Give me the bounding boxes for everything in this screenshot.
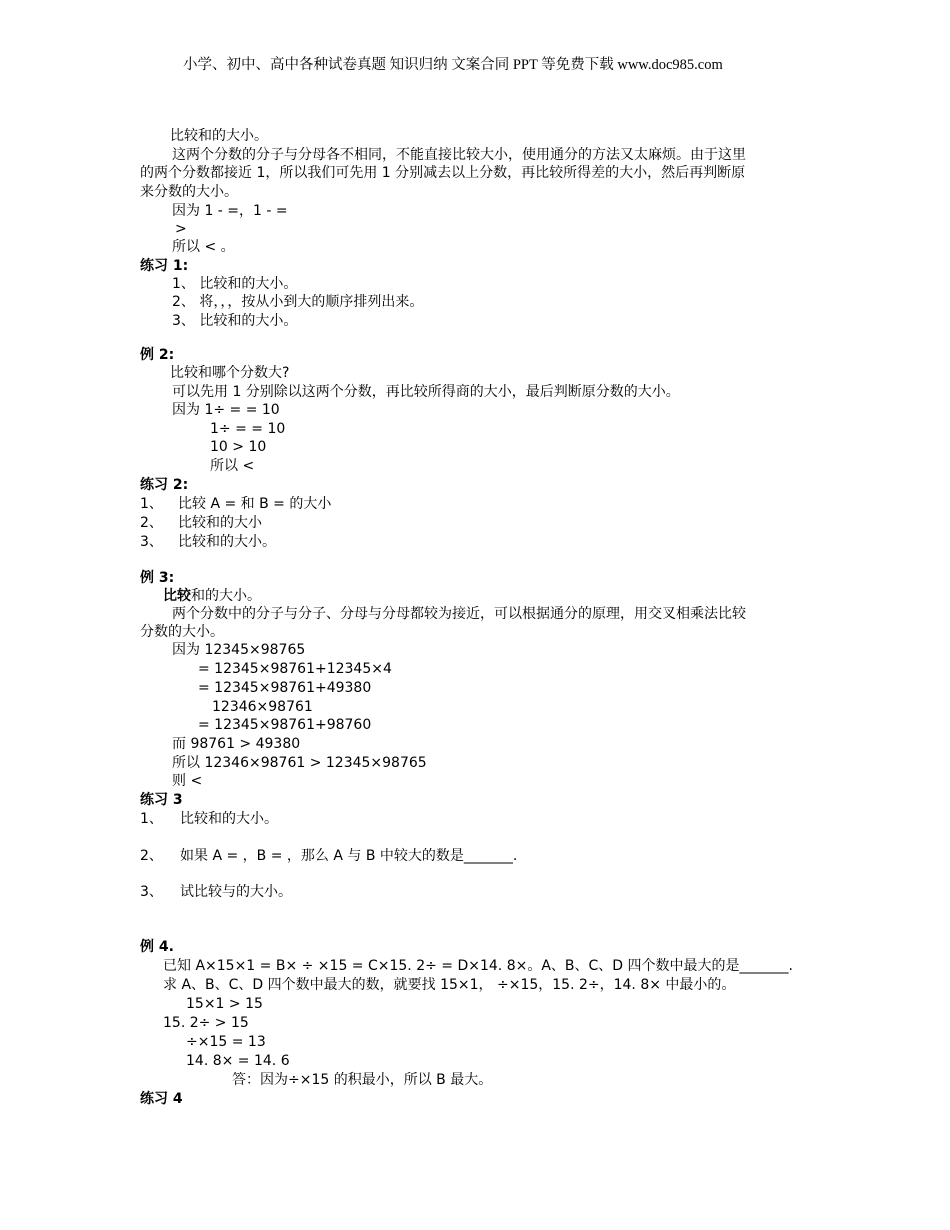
intro-calc-line: 因为 1 - =，1 - = <box>172 203 288 219</box>
exercise-2-num: 2、 <box>140 515 163 531</box>
example-2-calc: 因为 1÷ = = 10 <box>172 402 280 418</box>
example-3-text: 分数的大小。 <box>140 624 224 640</box>
example-3-text: 两个分数中的分子与分子、分母与分母都较为接近，可以根据通分的原理，用交叉相乘法比较 <box>172 606 746 622</box>
exercise-2-item: 比较 A = 和 B = 的大小 <box>178 496 332 512</box>
example-4-calc: 14. 8× = 14. 6 <box>186 1053 290 1069</box>
exercise-1-item: 1、 比较和的大小。 <box>172 276 298 292</box>
exercise-3-item: 如果 A = ，B = ，那么 A 与 B 中较大的数是_______. <box>180 848 518 864</box>
example-4-answer: 答：因为÷×15 的积最小，所以 B 最大。 <box>232 1072 493 1088</box>
exercise-1-title: 练习 1: <box>140 258 189 274</box>
example-4-calc: 15×1 > 15 <box>186 996 263 1012</box>
example-2-calc: 1÷ = = 10 <box>210 421 286 437</box>
example-2-question: 比较和哪个分数大? <box>170 365 290 381</box>
example-4-calc: ÷×15 = 13 <box>186 1034 266 1050</box>
example-3-calc: 所以 12346×98761 > 12345×98765 <box>172 755 427 771</box>
example-4-text: 求 A、B、C、D 四个数中最大的数，就要找 15×1， ÷×15，15. 2÷，14. 8× 中最小的。 <box>163 977 736 993</box>
exercise-2-title: 练习 2: <box>140 477 189 493</box>
exercise-3-num: 3、 <box>140 884 163 900</box>
example-3-calc: = 12345×98761+98760 <box>198 717 372 733</box>
example-2-calc: 10 > 10 <box>210 439 267 455</box>
exercise-2-item: 比较和的大小 <box>178 515 262 531</box>
exercise-3-item: 比较和的大小。 <box>180 811 278 827</box>
example-2-text: 可以先用 1 分别除以这两个分数，再比较所得商的大小，最后判断原分数的大小。 <box>172 384 680 400</box>
example-3-calc: = 12345×98761+12345×4 <box>198 661 392 677</box>
intro-text-line: 这两个分数的分子与分母各不相同，不能直接比较大小，使用通分的方法又太麻烦。由于这里 <box>172 147 746 163</box>
exercise-3-num: 1、 <box>140 811 163 827</box>
exercise-1-item: 2、 将，，，按从小到大的顺序排列出来。 <box>172 294 424 310</box>
example-2-title: 例 2: <box>140 347 175 363</box>
exercise-3-title: 练习 3 <box>140 792 183 808</box>
page-header: 小学、初中、高中各种试卷真题 知识归纳 文案合同 PPT 等免费下载 www.doc985.com <box>183 57 723 73</box>
intro-question: 比较和的大小。 <box>170 128 268 144</box>
example-3-title: 例 3: <box>140 570 175 586</box>
example-2-conclusion: 所以 < <box>210 458 255 474</box>
exercise-4-title: 练习 4 <box>140 1091 183 1107</box>
example-4-title: 例 4. <box>140 939 174 955</box>
exercise-1-item: 3、 比较和的大小。 <box>172 313 298 329</box>
exercise-3-num: 2、 <box>140 848 163 864</box>
example-3-calc: = 12345×98761+49380 <box>198 680 372 696</box>
exercise-2-item: 比较和的大小。 <box>178 534 276 550</box>
example-3-calc: 因为 12345×98765 <box>172 642 306 658</box>
example-3-question <box>163 587 261 606</box>
intro-calc-line: > <box>175 221 187 237</box>
exercise-3-item: 试比较与的大小。 <box>180 884 292 900</box>
example-3-question-bold: 比较 <box>163 588 191 604</box>
example-3-calc: 而 98761 > 49380 <box>172 736 301 752</box>
example-3-calc: 12346×98761 <box>212 699 313 715</box>
example-4-calc: 15. 2÷ > 15 <box>163 1015 249 1031</box>
exercise-2-num: 3、 <box>140 534 163 550</box>
intro-text-line: 来分数的大小。 <box>140 184 238 200</box>
intro-conclusion: 所以 < 。 <box>172 239 235 255</box>
example-4-question: 已知 A×15×1 = B× ÷ ×15 = C×15. 2÷ = D×14. 8×。A、B、C、D 四个数中最大的是_______. <box>163 958 793 974</box>
example-3-question-rest: 和的大小。 <box>191 588 261 604</box>
exercise-2-num: 1、 <box>140 496 163 512</box>
example-3-conclusion: 则 < <box>172 773 203 789</box>
intro-text-line: 的两个分数都接近 1，所以我们可先用 1 分别减去以上分数，再比较所得差的大小，然后再判断原 <box>140 165 746 181</box>
